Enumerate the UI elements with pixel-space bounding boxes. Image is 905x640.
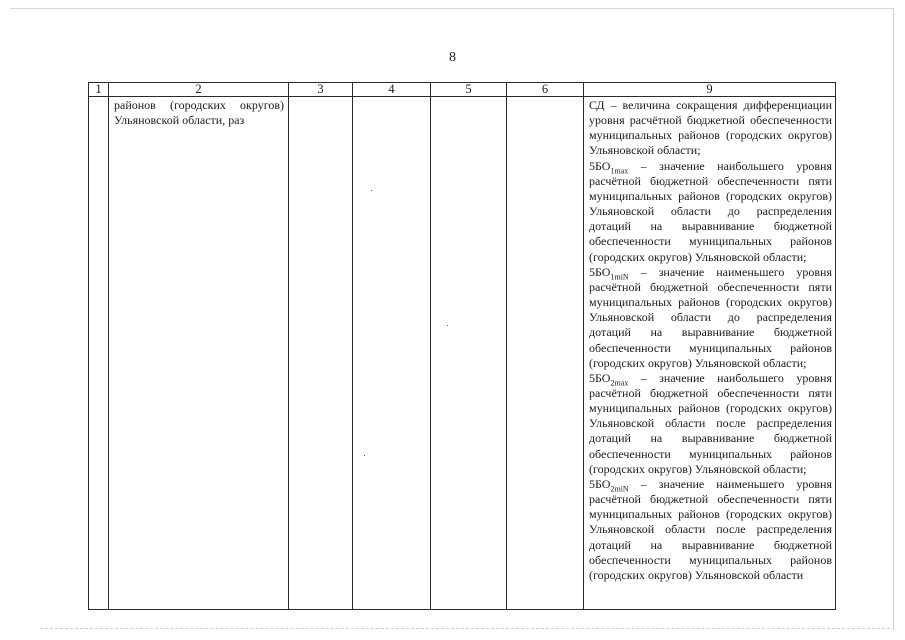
page-number: 8 [449,50,456,65]
header-row [89,83,836,97]
definition-sd: СД – величина сокращения дифференциации уровня расчётной бюджетной обеспеченности муниципальных районов (городских округов) Ульяновской области; [589,98,832,158]
cell-col-4 [353,97,431,610]
cell-col-5 [431,97,507,610]
definition-text: – значение наибольшего уровня расчётной бюджетной обеспеченности пяти муниципальных районов (городских округов) Ульяновской области до распределения дотаций на выравнивание бюджетной обеспеченности муниципальных районов (городских округов) Ульяновской области; [589,158,832,264]
col9-text [584,97,835,583]
cell-col-3 [289,97,353,610]
symbol: 5БО [589,158,611,173]
header-col-3: 3 [289,83,353,97]
scan-speck [371,190,372,191]
symbol: 5БО [589,476,611,491]
definition-5bo-2max [589,371,832,477]
cell-col-2 [109,97,289,610]
col2-text: районов (городских округов) Ульяновской области, раз [114,98,284,127]
header-col-2: 2 [109,83,289,97]
header-col-6: 6 [507,83,584,97]
definition-5bo-1max [589,159,832,265]
document-table [88,82,836,610]
symbol-subscript: 2miN [610,484,629,494]
header-col-9: 9 [584,83,836,97]
cell-col-6 [507,97,584,610]
scan-speck [364,455,365,456]
definition-text: – значение наименьшего уровня расчётной бюджетной обеспеченности пяти муниципальных районов (городских округов) Ульяновской области после распределения дотаций на выравнивание бюджетной обеспеченности муниципальных районов (городских округов) Ульяновской области [589,476,832,582]
header-col-4: 4 [353,83,431,97]
symbol-subscript: 1max [610,166,629,176]
definition-text: – значение наибольшего уровня расчётной бюджетной обеспеченности пяти муниципальных районов (городских округов) Ульяновской области после распределения дотаций на выравнивание бюджетной обеспеченности муниципальных районов (городских округов) Ульяновской области; [589,370,832,476]
header-col-1: 1 [89,83,109,97]
symbol-subscript: 2max [610,378,629,388]
definition-5bo-2min [589,477,832,583]
cell-col-9 [584,97,836,610]
table-row [89,97,836,610]
cell-col-1 [89,97,109,610]
scan-bottom-noise [40,628,890,630]
header-col-5: 5 [431,83,507,97]
symbol-subscript: 1miN [610,272,629,282]
symbol: 5БО [589,370,611,385]
symbol: 5БО [589,264,611,279]
definition-5bo-1min [589,265,832,371]
scan-speck [447,325,448,326]
definition-text: – значение наименьшего уровня расчётной бюджетной обеспеченности пяти муниципальных районов (городских округов) Ульяновской области до распределения дотаций на выравнивание бюджетной обеспеченности муниципальных районов (городских округов) Ульяновской области; [589,264,832,370]
